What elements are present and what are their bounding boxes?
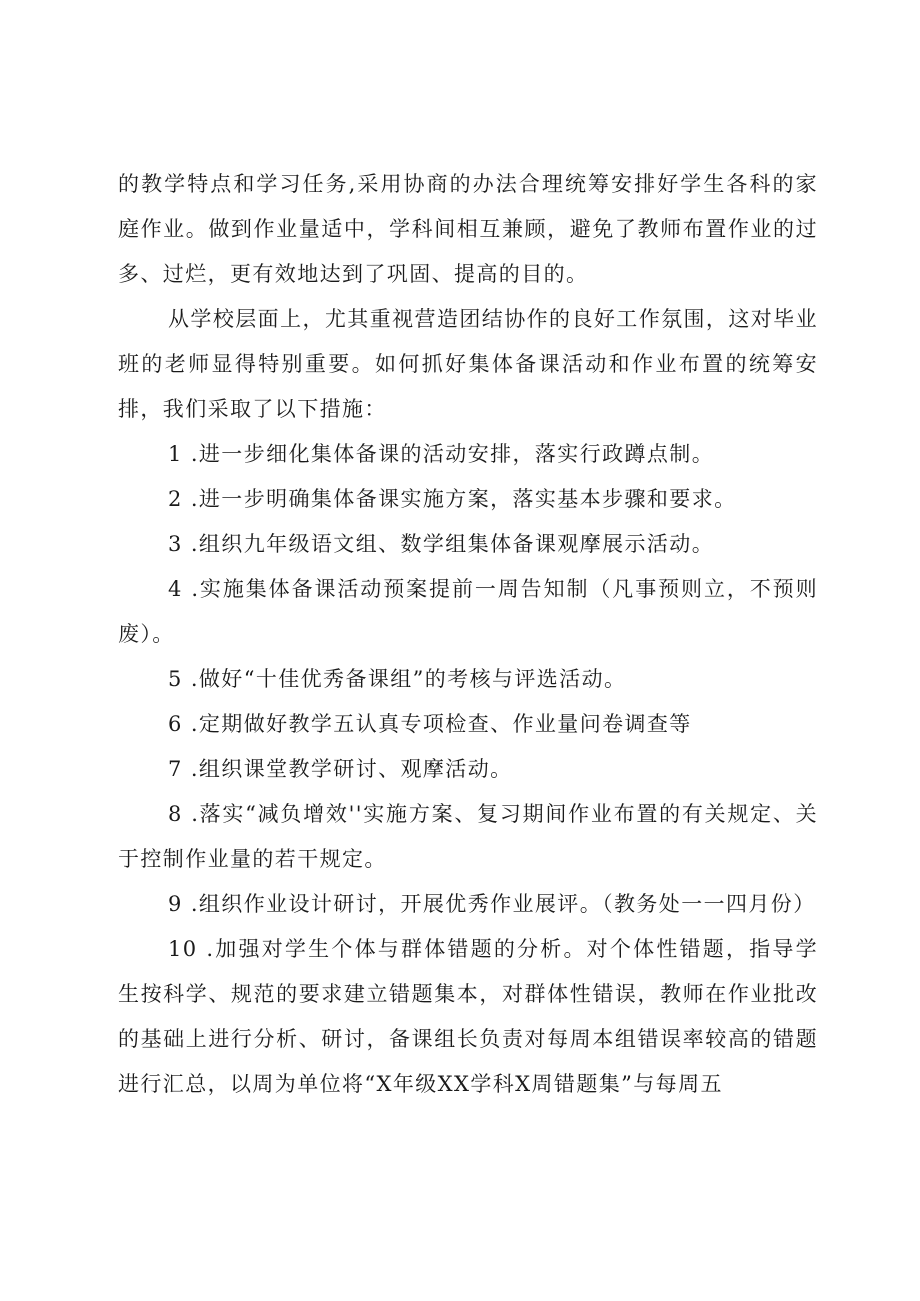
paragraph-intro: 从学校层面上，尤其重视营造团结协作的良好工作氛围，这对毕业班的老师显得特别重要。如何抓好集体备课活动和作业布置的统筹安排，我们采取了以下措施： [118,307,818,421]
list-item-8: 8 .落实“减负增效''实施方案、复习期间作业布置的有关规定、关于控制作业量的若干规定。 [118,802,818,871]
list-item-9: 9 .组织作业设计研讨，开展优秀作业展评。（教务处一一四月份） [168,892,816,916]
list-item-5: 5 .做好“十佳优秀备课组”的考核与评选活动。 [168,667,627,691]
list-item-2: 2 .进一步明确集体备课实施方案，落实基本步骤和要求。 [168,487,737,511]
paragraph-continuation: 的教学特点和学习任务,采用协商的办法合理统筹安排好学生各科的家庭作业。做到作业量适中，学科间相互兼顾，避免了教师布置作业的过多、过烂，更有效地达到了巩固、提高的目的。 [118,172,818,286]
document-body [118,162,818,1107]
list-item-4: 4 .实施集体备课活动预案提前一周告知制（凡事预则立，不预则废）。 [118,577,818,646]
list-item-3: 3 .组织九年级语文组、数学组集体备课观摩展示活动。 [168,532,715,556]
list-item-7: 7 .组织课堂教学研讨、观摩活动。 [168,757,513,781]
list-item-1: 1 .进一步细化集体备课的活动安排，落实行政蹲点制。 [168,442,715,466]
list-item-10: 10 .加强对学生个体与群体错题的分析。对个体性错题，指导学生按科学、规范的要求建立错题集本，对群体性错误，教师在作业批改的基础上进行分析、研讨，备课组长负责对每周本组错误率较高的错题进行汇总，以周为单位将“X年级XX学科X周错题集”与每周五 [118,937,818,1096]
list-item-6: 6 .定期做好教学五认真专项检查、作业量问卷调查等 [168,712,692,736]
